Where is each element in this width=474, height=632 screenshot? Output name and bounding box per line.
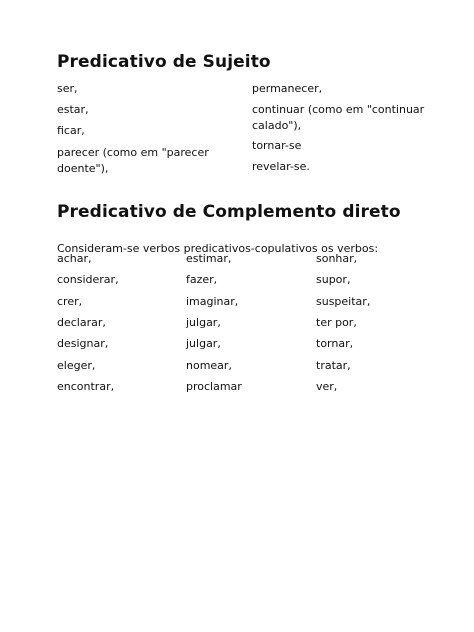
verb-item: fazer, [186,273,218,286]
verb-item: crer, [57,295,83,308]
verb-item: ficar, [57,124,85,137]
verb-item: proclamar [186,380,242,393]
verb-item: declarar, [57,316,106,329]
verb-item: sonhar, [316,252,358,265]
section-title-predicativo-sujeito: Predicativo de Sujeito [57,52,271,72]
verb-item: revelar-se. [252,160,310,173]
verb-item: estimar, [186,252,232,265]
verb-item: considerar, [57,273,119,286]
section-title-predicativo-complemento: Predicativo de Complemento direto [57,202,401,222]
verb-item: ter por, [316,316,357,329]
verb-item: supor, [316,273,351,286]
verb-item: parecer (como em "parecer doente"), [57,146,209,175]
verb-item: eleger, [57,359,96,372]
verb-item: permanecer, [252,82,323,95]
verb-item: tornar-se [252,139,302,152]
verb-item: nomear, [186,359,232,372]
verb-item: suspeitar, [316,295,371,308]
verb-item: continuar (como em "continuar calado"), [252,103,425,132]
verb-item: ver, [316,380,338,393]
verb-item: designar, [57,337,109,350]
verb-item: tratar, [316,359,351,372]
verb-item: julgar, [186,337,221,350]
verb-item: julgar, [186,316,221,329]
verb-item: estar, [57,103,89,116]
verb-item: ser, [57,82,78,95]
verb-item: imaginar, [186,295,239,308]
verb-item: achar, [57,252,92,265]
section-intro: Consideram-se verbos predicativos-copulativos os verbos: [57,242,379,255]
verb-item: encontrar, [57,380,115,393]
verb-item: tornar, [316,337,354,350]
